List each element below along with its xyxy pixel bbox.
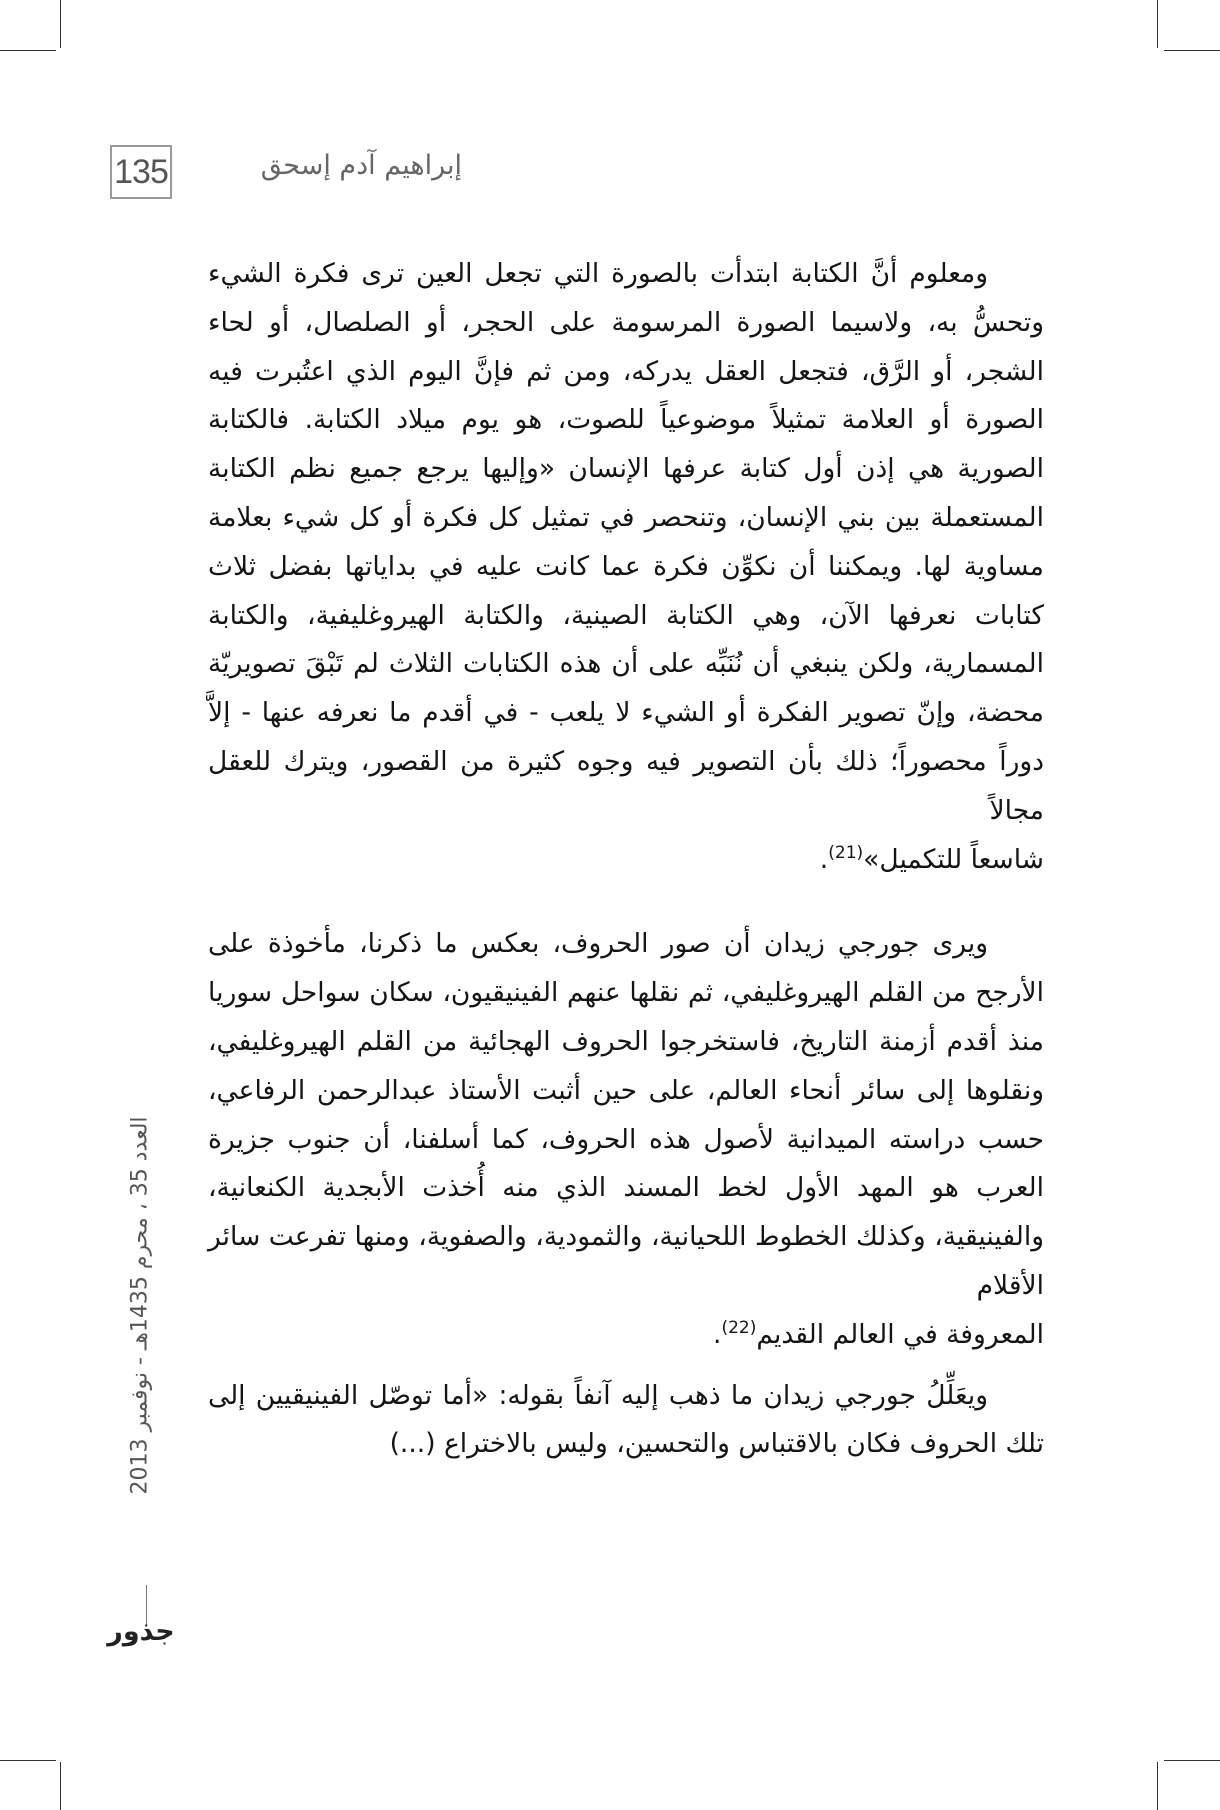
last-line-text: المعروفة في العالم القديم [756,1318,1044,1350]
crop-mark [1157,0,1158,48]
last-line-text: شاسعاً للتكميل» [863,843,1044,875]
journal-logo: جذور [107,1615,175,1647]
paragraph-last-line [208,836,1044,885]
paragraph-text: ومعلوم أنَّ الكتابة ابتدأت بالصورة التي تجعل العين ترى فكرة الشيء وتحسُّ به، ولاسيما الصورة المرسومة على الحجر، أو الصلصال، أو لحاء الشجر، أو الرَّق، فتجعل العقل يدركه، ومن ثم فإنَّ اليوم الذي اعتُبرت فيه الصورة أو العلامة تمثيلاً موضوعياً للصوت، هو يوم ميلاد الكتابة. فالكتابة الصورية هي إذن أول كتابة عرفها الإنسان «وإليها يرجع جميع نظم الكتابة المستعملة بين بني الإنسان، وتنحصر في تمثيل كل فكرة أو كل شيء بعلامة مساوية لها. ويمكننا أن نكوِّن فكرة عما كانت عليه في بداياتها بفضل ثلاث كتابات نعرفها الآن، وهي الكتابة الصينية، والكتابة الهيروغليفية، والكتابة المسمارية، ولكن ينبغي أن نُنَبِّه على أن هذه الكتابات الثلاث لم تَبْقَ تصويريّة محضة، وإنّ تصوير الفكرة أو الشيء لا يلعب - في أقدم ما نعرفه عنها - إلاَّ دوراً محصوراً؛ ذلك بأن التصوير فيه وجوه كثيرة من القصور، ويترك للعقل مجالاً [208,258,1044,826]
paragraph-3 [208,1372,1044,1470]
article-body [208,250,1044,1469]
issue-info [120,1025,160,1585]
crop-mark [60,0,61,48]
paragraph-text: ويعَلِّلُ جورجي زيدان ما ذهب إليه آنفاً بقوله: «أما توصّل الفينيقيين إلى تلك الحروف فكان بالاقتباس والتحسين، وليس بالاختراع (...) [208,1379,1044,1460]
end-punct: . [819,843,829,875]
issue-info-text: العدد 35 ، محرم 1435هـ - نوفمبر 2013 [127,1115,153,1495]
crop-mark [1157,1762,1158,1810]
crop-mark [60,1762,61,1810]
crop-mark [0,1760,56,1761]
crop-mark [1164,1760,1220,1761]
end-punct: . [713,1318,722,1350]
footnote-ref-22: (22) [721,1317,757,1338]
paragraph-1 [208,250,1044,884]
paragraph-text: ويرى جورجي زيدان أن صور الحروف، بعكس ما ذكرنا، مأخوذة على الأرجح من القلم الهيروغليفي، ثم نقلها عنهم الفينيقيون، سكان سواحل سوريا منذ أقدم أزمنة التاريخ، فاستخرجوا الحروف الهجائية من القلم الهيروغليفي، ونقلوها إلى سائر أنحاء العالم، على حين أثبت الأستاذ عبدالرحمن الرفاعي، حسب دراسته الميدانية لأصول هذه الحروف، كما أسلفنا، أن جنوب جزيرة العرب هو المهد الأول لخط المسند الذي منه أُخذت الأبجدية الكنعانية، والفينيقية، وكذلك الخطوط اللحيانية، والثمودية، والصفوية، ومنها تفرعت سائر الأقلام [208,928,1044,1301]
page-number: 135 [110,145,172,199]
footnote-ref-21: (21) [828,842,864,863]
crop-mark [1164,50,1220,51]
paragraph-2 [208,920,1044,1359]
crop-mark [0,50,56,51]
paragraph-last-line [208,1311,1044,1360]
running-head-author: إبراهيم آدم إسحق [260,150,462,181]
